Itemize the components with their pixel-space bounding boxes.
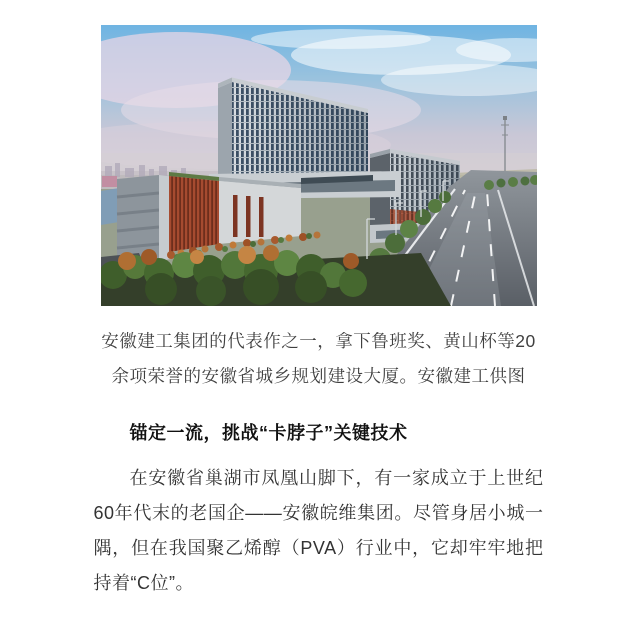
paragraph: 在安徽省巢湖市凤凰山脚下，有一家成立于上世纪60年代末的老国企——安徽皖维集团。尽管身居小城一隅，但在我国聚乙烯醇（PVA）行业中，它却牢牢地把持着“C位”。 [93,468,544,593]
article-content [94,25,544,601]
photo-caption: 安徽建工集团的代表作之一，拿下鲁班奖、黄山杯等20余项荣誉的安徽省城乡规划建设大厦。安徽建工供图 [101,331,536,386]
article-photo[interactable] [101,25,537,306]
article-page [0,25,637,638]
building-aerial-illustration [101,25,537,306]
section-heading: 锚定一流，挑战“卡脖子”关键技术 [129,423,408,443]
